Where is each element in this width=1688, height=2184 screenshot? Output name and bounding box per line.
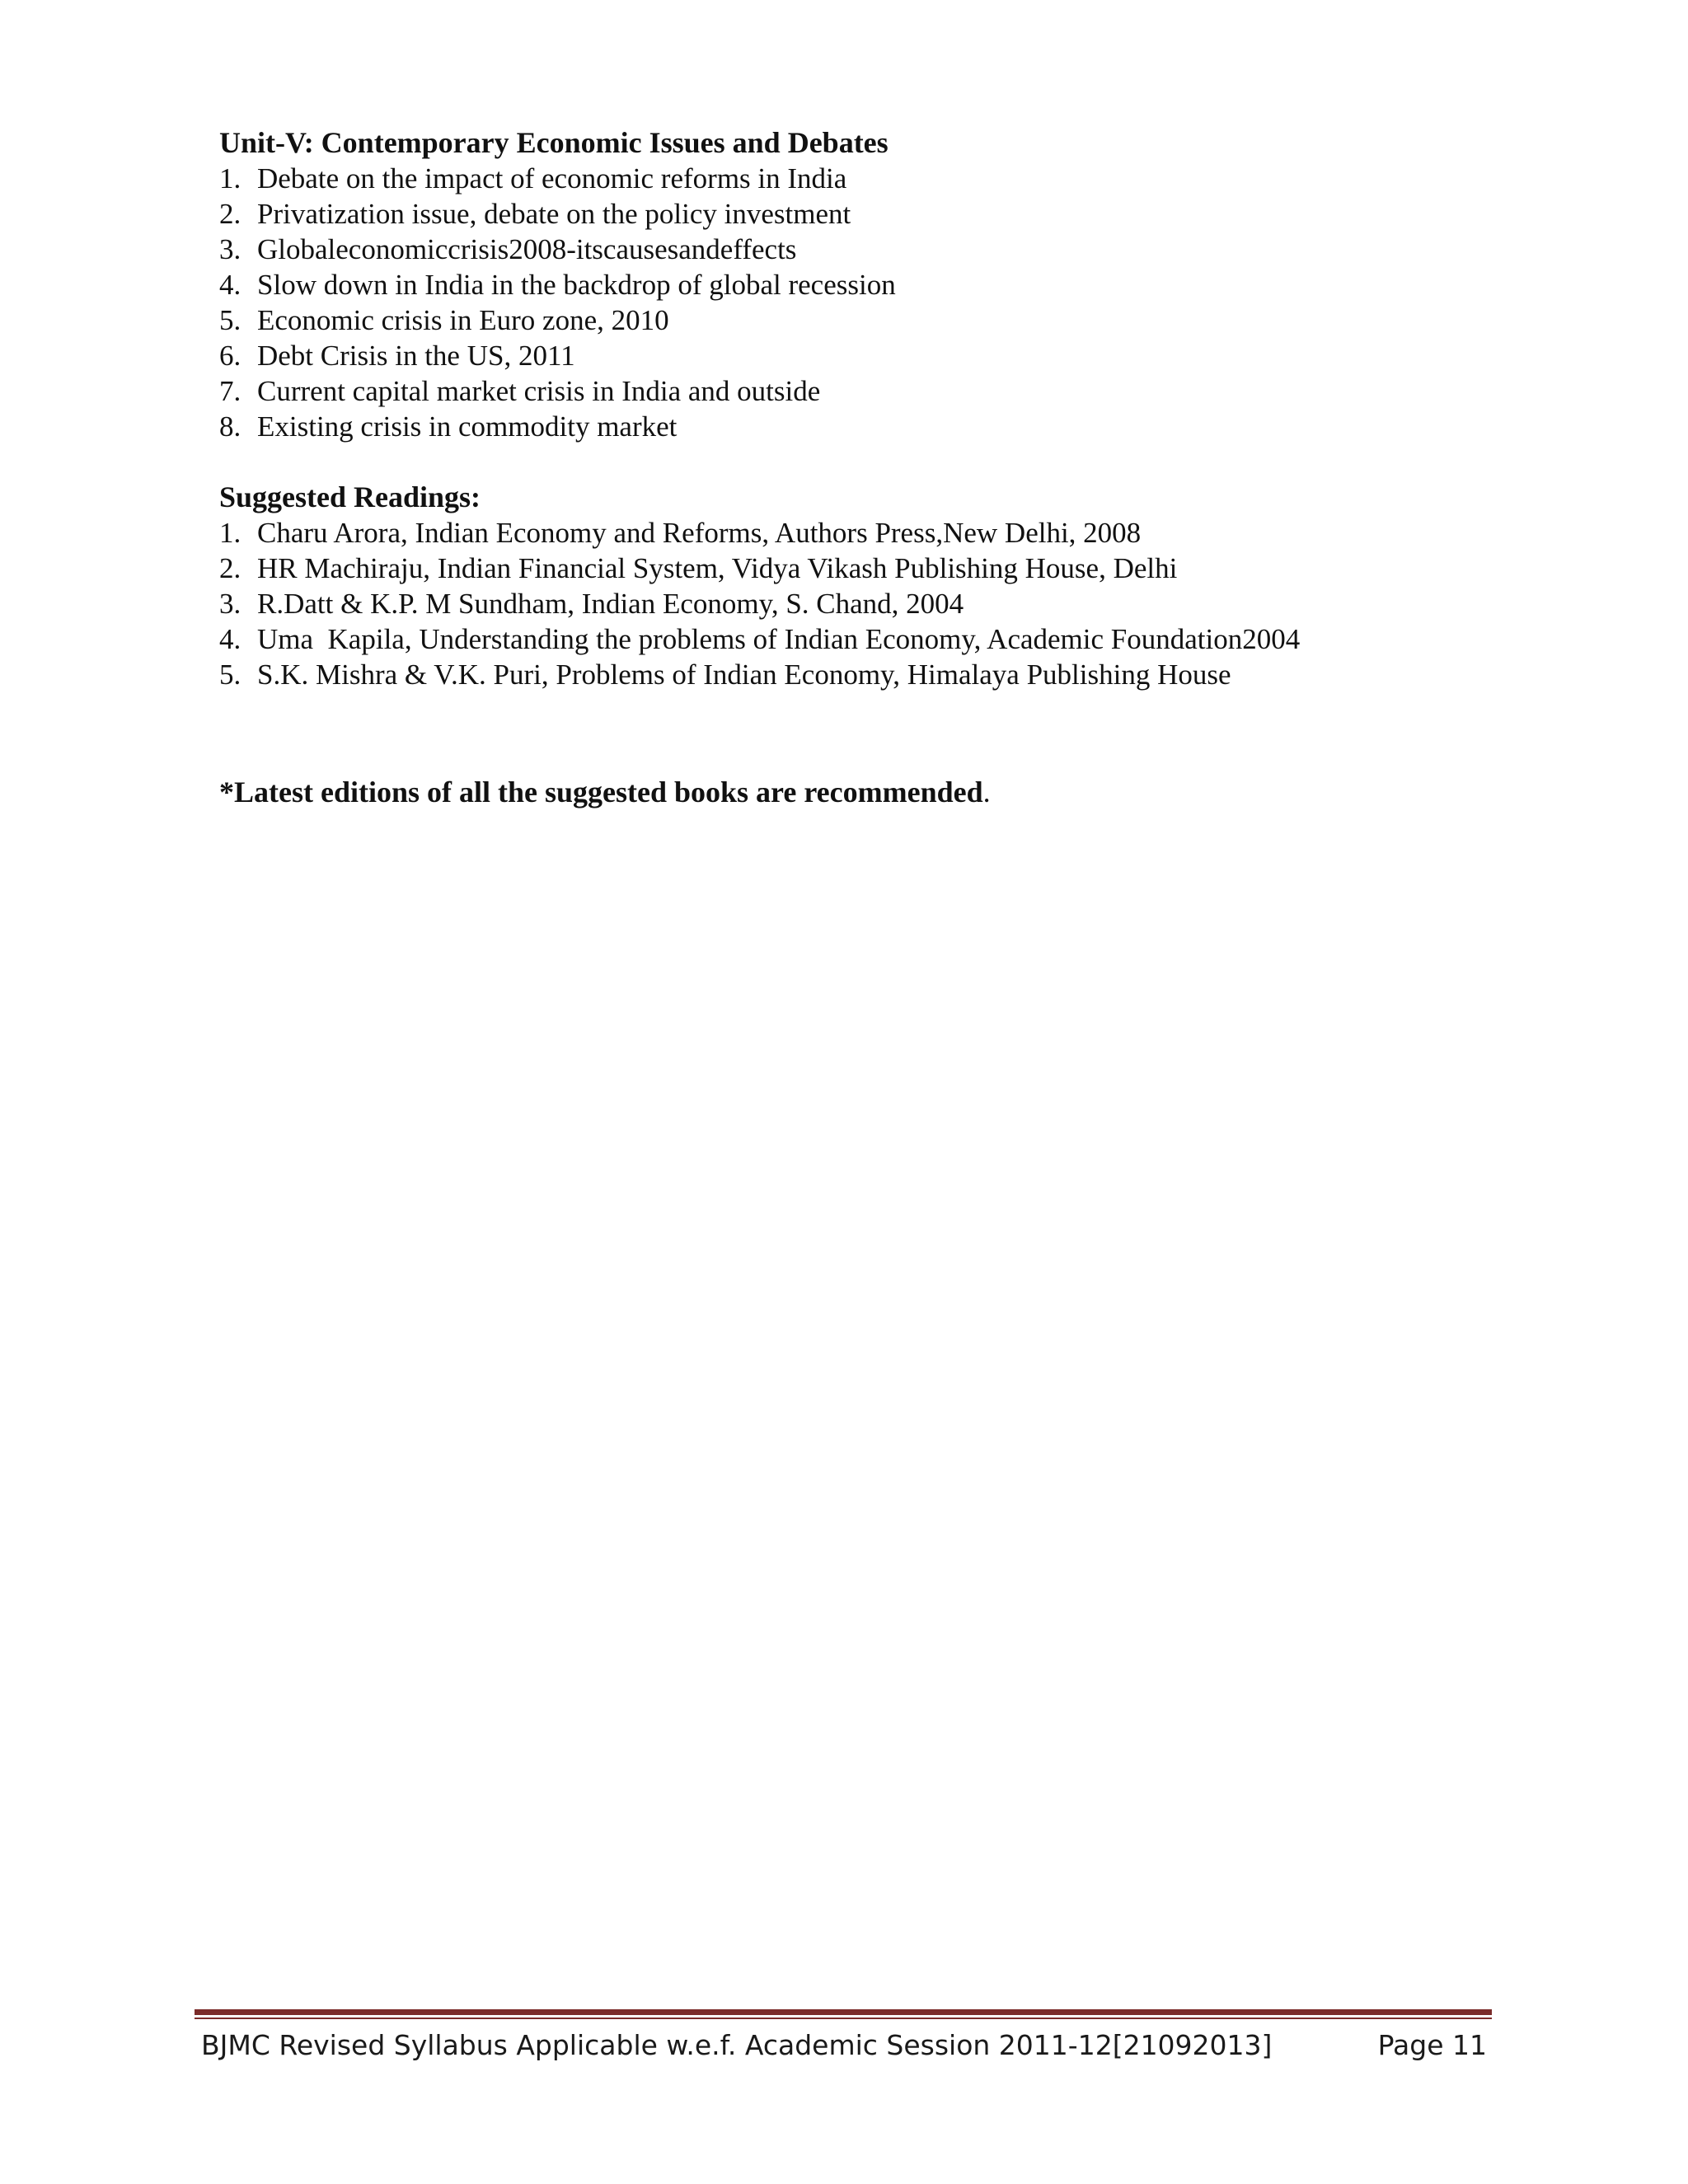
readings-list bbox=[219, 515, 1505, 692]
page-content bbox=[219, 125, 1505, 810]
item-text: R.Datt & K.P. M Sundham, Indian Economy, S. Chand, 2004 bbox=[257, 588, 964, 620]
item-number: 1. bbox=[219, 162, 241, 194]
item-text: Privatization issue, debate on the policy investment bbox=[257, 198, 851, 230]
item-number: 2. bbox=[219, 198, 241, 230]
item-number: 2. bbox=[219, 552, 241, 584]
note-bold-text: *Latest editions of all the suggested books are recommended bbox=[219, 776, 983, 808]
item-text: Economic crisis in Euro zone, 2010 bbox=[257, 304, 669, 336]
list-item bbox=[219, 373, 1505, 409]
item-text: Uma Kapila, Understanding the problems of Indian Economy, Academic Foundation2004 bbox=[257, 623, 1301, 655]
footer-rule-thin bbox=[195, 2018, 1492, 2019]
list-item bbox=[219, 409, 1505, 444]
unit-topics-list bbox=[219, 161, 1505, 444]
list-item bbox=[219, 196, 1505, 232]
editions-note bbox=[219, 775, 1505, 810]
item-number: 4. bbox=[219, 269, 241, 301]
spacer bbox=[219, 444, 1505, 480]
item-number: 3. bbox=[219, 588, 241, 620]
list-item bbox=[219, 232, 1505, 267]
item-number: 7. bbox=[219, 375, 241, 407]
item-number: 3. bbox=[219, 233, 241, 265]
list-item bbox=[219, 657, 1505, 692]
item-text: Debt Crisis in the US, 2011 bbox=[257, 340, 575, 372]
item-number: 5. bbox=[219, 304, 241, 336]
item-text: Current capital market crisis in India and outside bbox=[257, 375, 821, 407]
list-item bbox=[219, 267, 1505, 302]
item-text: Slow down in India in the backdrop of global recession bbox=[257, 269, 896, 301]
item-text: Globaleconomiccrisis2008-itscausesandeffects bbox=[257, 233, 797, 265]
list-item bbox=[219, 551, 1505, 586]
item-number: 1. bbox=[219, 517, 241, 549]
unit-heading: Unit-V: Contemporary Economic Issues and Debates bbox=[219, 126, 889, 159]
page-number: Page 11 bbox=[1377, 2029, 1487, 2061]
item-number: 6. bbox=[219, 340, 241, 372]
spacer bbox=[219, 692, 1505, 775]
item-text: S.K. Mishra & V.K. Puri, Problems of Indian Economy, Himalaya Publishing House bbox=[257, 658, 1231, 691]
list-item bbox=[219, 586, 1505, 621]
item-number: 4. bbox=[219, 623, 241, 655]
readings-heading: Suggested Readings: bbox=[219, 480, 481, 513]
list-item bbox=[219, 621, 1505, 657]
item-text: Existing crisis in commodity market bbox=[257, 410, 678, 443]
item-number: 5. bbox=[219, 658, 241, 691]
page-footer bbox=[201, 2027, 1487, 2064]
footer-title: BJMC Revised Syllabus Applicable w.e.f. Academic Session 2011-12[21092013] bbox=[201, 2029, 1273, 2061]
list-item bbox=[219, 338, 1505, 373]
note-trailing-period: . bbox=[982, 776, 991, 808]
item-text: Charu Arora, Indian Economy and Reforms, Authors Press,New Delhi, 2008 bbox=[257, 517, 1142, 549]
list-item bbox=[219, 161, 1505, 196]
list-item bbox=[219, 515, 1505, 551]
list-item bbox=[219, 302, 1505, 338]
item-text: HR Machiraju, Indian Financial System, Vidya Vikash Publishing House, Delhi bbox=[257, 552, 1178, 584]
item-text: Debate on the impact of economic reforms in India bbox=[257, 162, 847, 194]
footer-rule bbox=[195, 2009, 1492, 2015]
item-number: 8. bbox=[219, 410, 241, 443]
